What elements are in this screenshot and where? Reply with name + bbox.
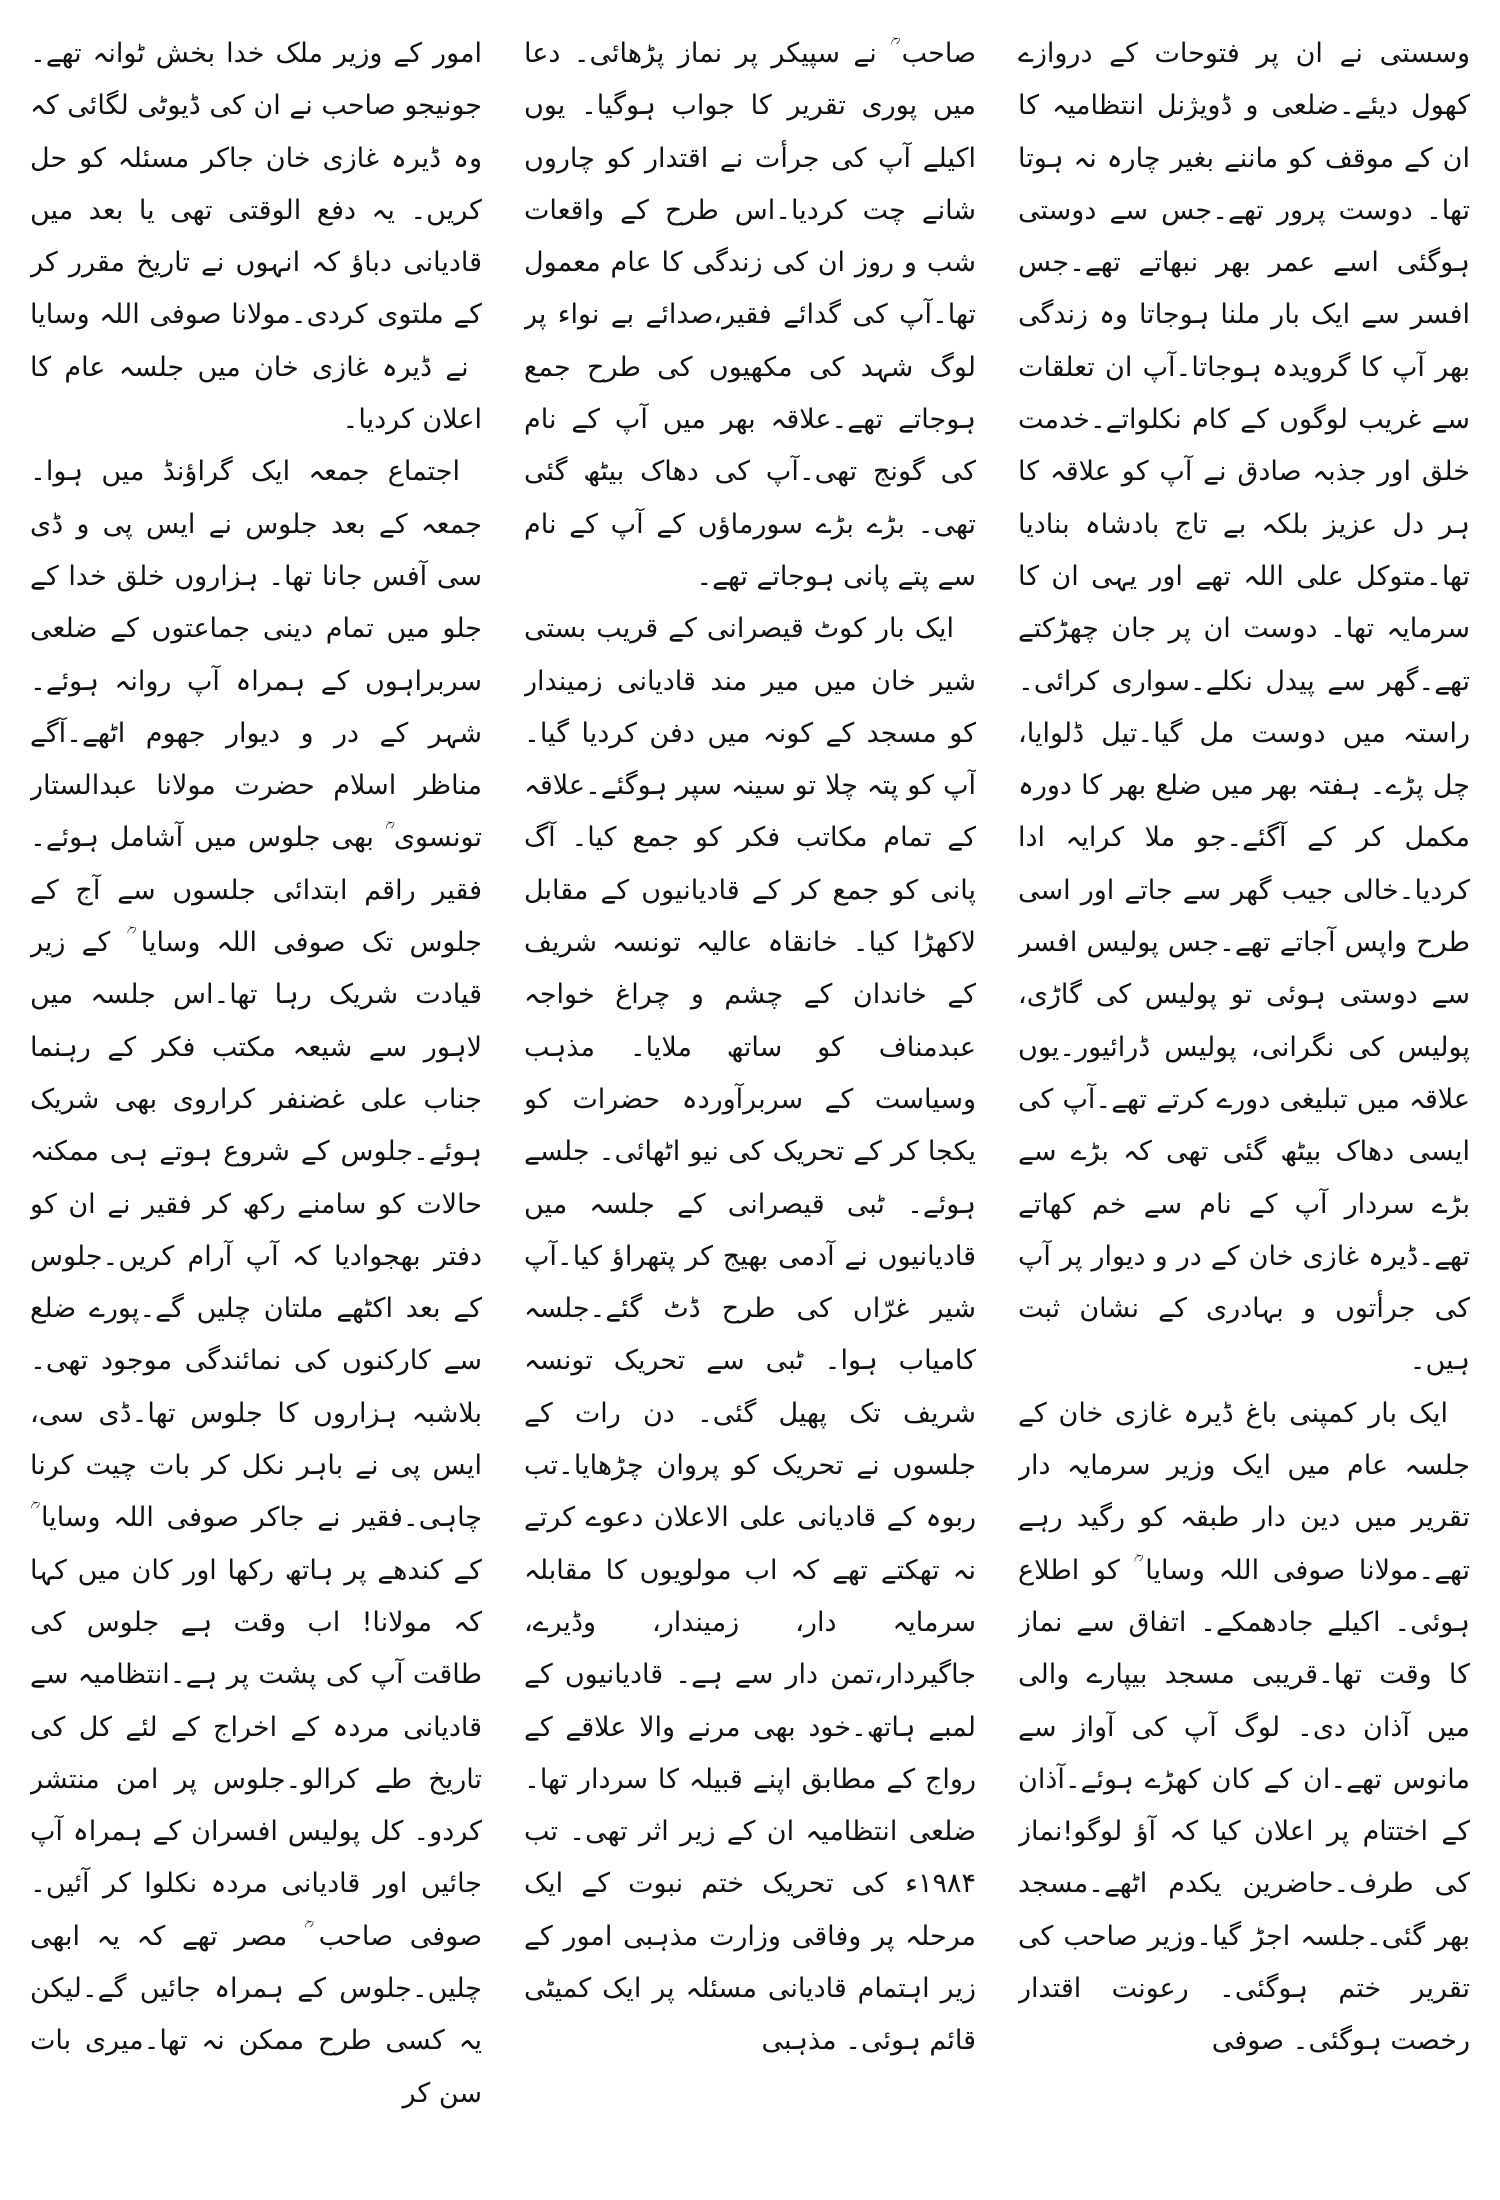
column-right <box>1018 28 1470 2178</box>
paragraph: وسستی نے ان پر فتوحات کے دروازے کھول دیئے۔ضلعی و ڈویژنل انتظامیہ کا ان کے موقف کو ماننے بغیر چارہ نہ ہوتا تھا۔ دوست پرور تھے۔جس سے دوستی ہوگئی اسے عمر بھر نبھاتے تھے۔جس افسر سے ایک بار ملنا ہوجاتا وہ زندگی بھر آپ کا گرویدہ ہوجاتا۔آپ ان تعلقات سے غریب لوگوں کے کام نکلواتے۔خدمت خلق اور جذبہ صادق نے آپ کو علاقہ کا ہر دل عزیز بلکہ بے تاج بادشاہ بنادیا تھا۔متوکل علی اللہ تھے اور یہی ان کا سرمایہ تھا۔ دوست ان پر جان چھڑکتے تھے۔گھر سے پیدل نکلے۔سواری کرائی۔راستہ میں دوست مل گیا۔تیل ڈلوایا، چل پڑے۔ ہفتہ بھر میں ضلع بھر کا دورہ مکمل کر کے آگئے۔جو ملا کرایہ ادا کردیا۔خالی جیب گھر سے جاتے اور اسی طرح واپس آجاتے تھے۔جس پولیس افسر سے دوستی ہوئی تو پولیس کی گاڑی، پولیس کی نگرانی، پولیس ڈرائیور۔یوں علاقہ میں تبلیغی دورے کرتے تھے۔آپ کی ایسی دھاک بیٹھ گئی تھی کہ بڑے سے بڑے سردار آپ کے نام سے خم کھاتے تھے۔ڈیرہ غازی خان کے در و دیوار پر آپ کی جرأتوں و بہادری کے نشان ثبت ہیں۔ <box>1018 38 1470 1377</box>
text-columns <box>30 28 1470 2178</box>
column-middle <box>524 28 976 2178</box>
column-left <box>30 28 482 2178</box>
paragraph: امور کے وزیر ملک خدا بخش ٹوانہ تھے۔ جونیجو صاحب نے ان کی ڈیوٹی لگائی کہ وہ ڈیرہ غازی خان جاکر مسئلہ کو حل کریں۔ یہ دفع الوقتی تھی یا بعد میں قادیانی دباؤ کہ انہوں نے تاریخ مقرر کر کے ملتوی کردی۔مولانا صوفی اللہ وسایا ؒ نے ڈیرہ غازی خان میں جلسہ عام کا اعلان کردیا۔ <box>30 38 482 436</box>
paragraph: صاحب ؒ نے سپیکر پر نماز پڑھائی۔ دعا میں پوری تقریر کا جواب ہوگیا۔ یوں اکیلے آپ کی جرأت نے اقتدار کو چاروں شانے چت کردیا۔اس طرح کے واقعات شب و روز ان کی زندگی کا عام معمول تھا۔آپ کی گدائے فقیر،صدائے بے نواء پر لوگ شہد کی مکھیوں کی طرح جمع ہوجاتے تھے۔علاقہ بھر میں آپ کے نام کی گونج تھی۔آپ کی دھاک بیٹھ گئی تھی۔ بڑے بڑے سورماؤں کے آپ کے نام سے پتے پانی ہوجاتے تھے۔ <box>524 38 976 592</box>
paragraph: ایک بار کمپنی باغ ڈیرہ غازی خان کے جلسہ عام میں ایک وزیر سرمایہ دار تقریر میں دین دار طبقہ کو رگید رہے تھے۔مولانا صوفی اللہ وسایا ؒ کو اطلاع ہوئی۔ اکیلے جادھمکے۔ اتفاق سے نماز کا وقت تھا۔قریبی مسجد بیپارے والی میں آذان دی۔ لوگ آپ کی آواز سے مانوس تھے۔ان کے کان کھڑے ہوئے۔آذان کے اختتام پر اعلان کیا کہ آؤ لوگو!نماز کی طرف۔حاضرین یکدم اٹھے۔مسجد بھر گئی۔جلسہ اجڑ گیا۔وزیر صاحب کی تقریر ختم ہوگئی۔ رعونت اقتدار رخصت ہوگئی۔ صوفی <box>1018 1397 1470 2057</box>
paragraph: ایک بار کوٹ قیصرانی کے قریب بستی شیر خان میں میر مند قادیانی زمیندار کو مسجد کے کونہ میں دفن کردیا گیا۔آپ کو پتہ چلا تو سینہ سپر ہوگئے۔علاقہ کے تمام مکاتب فکر کو جمع کیا۔ آگ پانی کو جمع کر کے قادیانیوں کے مقابل لاکھڑا کیا۔ خانقاہ عالیہ تونسہ شریف کے خاندان کے چشم و چراغ خواجہ عبدمناف کو ساتھ ملایا۔ مذہب وسیاست کے سربرآوردہ حضرات کو یکجا کر کے تحریک کی نیو اٹھائی۔ جلسے ہوئے۔ ٹبی قیصرانی کے جلسہ میں قادیانیوں نے آدمی بھیج کر پتھراؤ کیا۔آپ شیر غرّاں کی طرح ڈٹ گئے۔جلسہ کامیاب ہوا۔ ٹبی سے تحریک تونسہ شریف تک پھیل گئی۔ دن رات کے جلسوں نے تحریک کو پروان چڑھایا۔تب ربوہ کے قادیانی علی الاعلان دعوے کرتے نہ تھکتے تھے کہ اب مولویوں کا مقابلہ سرمایہ دار، زمیندار، وڈیرے، جاگیردار،تمن دار سے ہے۔ قادیانیوں کے لمبے ہاتھ۔خود بھی مرنے والا علاقے کے رواج کے مطابق اپنے قبیلہ کا سردار تھا۔ضلعی انتظامیہ ان کے زیر اثر تھی۔ تب ۱۹۸۴ء کی تحریک ختم نبوت کے ایک مرحلہ پر وفاقی وزارت مذہبی امور کے زیر اہتمام قادیانی مسئلہ پر ایک کمیٹی قائم ہوئی۔ مذہبی <box>524 613 976 2057</box>
paragraph: اجتماع جمعہ ایک گراؤنڈ میں ہوا۔جمعہ کے بعد جلوس نے ایس پی و ڈی سی آفس جانا تھا۔ ہزاروں خلق خدا کے جلو میں تمام دینی جماعتوں کے ضلعی سربراہوں کے ہمراہ آپ روانہ ہوئے۔شہر کے در و دیوار جھوم اٹھے۔آگے مناظر اسلام حضرت مولانا عبدالستار تونسوی ؒ بھی جلوس میں آشامل ہوئے۔فقیر راقم ابتدائی جلسوں سے آج کے جلوس تک صوفی اللہ وسایا ؒ کے زیر قیادت شریک رہا تھا۔اس جلسہ میں لاہور سے شیعہ مکتب فکر کے رہنما جناب علی غضنفر کراروی بھی شریک ہوئے۔جلوس کے شروع ہوتے ہی ممکنہ حالات کو سامنے رکھ کر فقیر نے ان کو دفتر بھجوادیا کہ آپ آرام کریں۔جلوس کے بعد اکٹھے ملتان چلیں گے۔پورے ضلع سے کارکنوں کی نمائندگی موجود تھی۔بلاشبہ ہزاروں کا جلوس تھا۔ڈی سی، ایس پی نے باہر نکل کر بات چیت کرنا چاہی۔فقیر نے جاکر صوفی اللہ وسایا ؒ کے کندھے پر ہاتھ رکھا اور کان میں کہا کہ مولانا! اب وقت ہے جلوس کی طاقت آپ کی پشت پر ہے۔انتظامیہ سے قادیانی مردہ کے اخراج کے لئے کل کی تاریخ طے کرالو۔جلوس پر امن منتشر کردو۔ کل پولیس افسران کے ہمراہ آپ جائیں اور قادیانی مردہ نکلوا کر آئیں۔صوفی صاحب ؒ مصر تھے کہ یہ ابھی چلیں۔جلوس کے ہمراہ جائیں گے۔لیکن یہ کسی طرح ممکن نہ تھا۔میری بات سن کر <box>30 456 482 2109</box>
